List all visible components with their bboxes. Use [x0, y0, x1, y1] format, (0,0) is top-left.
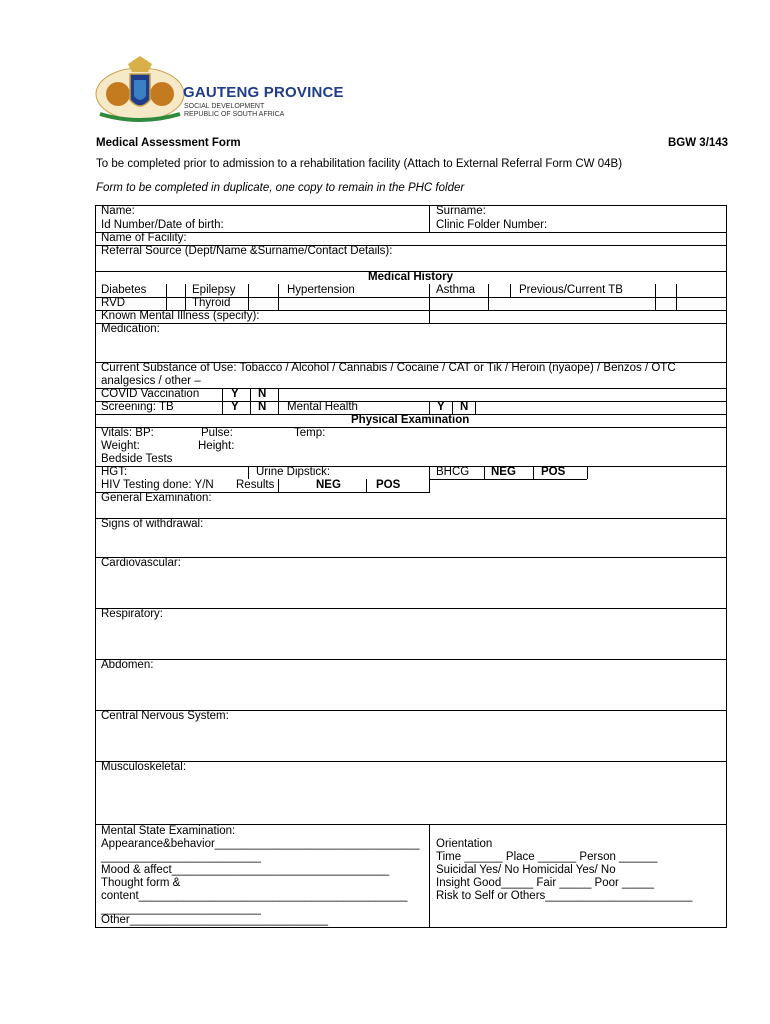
surname-label: Surname:: [436, 205, 486, 217]
hiv-neg[interactable]: NEG: [316, 479, 341, 491]
divider: [587, 466, 588, 479]
facility-label: Name of Facility:: [101, 232, 187, 244]
appearance-field-cont[interactable]: _________________________: [101, 851, 261, 863]
divider: [248, 466, 249, 479]
divider: [95, 401, 727, 402]
divider: [95, 297, 727, 298]
tb-no[interactable]: N: [258, 401, 267, 413]
duplicate-note: Form to be completed in duplicate, one copy to remain in the PHC folder: [96, 182, 465, 194]
clinic-folder-label: Clinic Folder Number:: [436, 219, 548, 231]
suicidal-homicidal-field[interactable]: Suicidal Yes/ No Homicidal Yes/ No: [436, 864, 616, 876]
divider: [95, 557, 727, 558]
epilepsy-label: Epilepsy: [192, 284, 236, 296]
name-label: Name:: [101, 205, 135, 217]
checkbox-cell[interactable]: [248, 284, 249, 310]
hgt-label: HGT:: [101, 466, 128, 478]
referral-label: Referral Source (Dept/Name &Surname/Contact Details):: [101, 245, 393, 257]
thought-form-label: Thought form &: [101, 877, 181, 889]
other-field[interactable]: Other_______________________________: [101, 914, 329, 926]
bedside-tests-label: Bedside Tests: [101, 453, 173, 465]
tb-label: Previous/Current TB: [519, 284, 623, 296]
divider: [533, 466, 534, 479]
mental-health-no[interactable]: N: [460, 401, 469, 413]
logo-title: GAUTENG PROVINCE: [183, 84, 344, 101]
logo-subtitle: REPUBLIC OF SOUTH AFRICA: [184, 111, 285, 118]
logo-subtitle: SOCIAL DEVELOPMENT: [184, 103, 265, 110]
rvd-label: RVD: [101, 297, 126, 309]
mental-health-yes[interactable]: Y: [437, 401, 445, 413]
checkbox-cell[interactable]: [488, 284, 489, 310]
divider: [95, 761, 727, 762]
respiratory-label: Respiratory:: [101, 608, 163, 620]
form-code: BGW 3/143: [668, 137, 729, 149]
substance-label: Current Substance of Use: Tobacco / Alcohol / Cannabis / Cocaine / CAT or Tik / Heroin (nyaope) / Benzos / OTC: [101, 362, 676, 374]
instruction-text: To be completed prior to admission to a rehabilitation facility (Attach to External Referral Form CW 04B): [96, 158, 623, 170]
divider: [475, 401, 476, 414]
content-field[interactable]: content__________________________________________: [101, 890, 408, 902]
height-label: Height:: [198, 440, 235, 452]
divider: [222, 388, 223, 414]
diabetes-label: Diabetes: [101, 284, 147, 296]
divider: [95, 659, 727, 660]
divider: [95, 323, 727, 324]
cns-label: Central Nervous System:: [101, 710, 229, 722]
content-field-cont[interactable]: _________________________: [101, 903, 261, 915]
orientation-label: Orientation: [436, 838, 493, 850]
screening-tb-label: Screening: TB: [101, 401, 174, 413]
results-label: Results: [236, 479, 275, 491]
substance-label-cont: analgesics / other –: [101, 375, 201, 387]
thyroid-label: Thyroid: [192, 297, 231, 309]
divider: [278, 388, 279, 414]
divider: [484, 466, 485, 479]
checkbox-cell[interactable]: [676, 284, 677, 310]
pulse-label: Pulse:: [201, 427, 233, 439]
checkbox-cell[interactable]: [166, 284, 167, 310]
checkbox-cell[interactable]: [429, 284, 430, 323]
hiv-testing-label: HIV Testing done: Y/N: [101, 479, 214, 491]
checkbox-cell[interactable]: [510, 284, 511, 297]
asthma-label: Asthma: [436, 284, 475, 296]
divider: [429, 824, 430, 928]
id-label: Id Number/Date of birth:: [101, 219, 224, 231]
divider: [366, 479, 367, 492]
vitals-bp-label: Vitals: BP:: [101, 427, 154, 439]
covid-label: COVID Vaccination: [101, 388, 200, 400]
tb-yes[interactable]: Y: [231, 401, 239, 413]
divider: [452, 401, 453, 414]
insight-field[interactable]: Insight Good_____ Fair _____ Poor _____: [436, 877, 655, 889]
medication-label: Medication:: [101, 323, 160, 335]
bhcg-label: BHCG: [436, 466, 470, 478]
mood-field[interactable]: Mood & affect__________________________________: [101, 864, 390, 876]
hypertension-label: Hypertension: [287, 284, 355, 296]
divider: [429, 205, 430, 232]
orientation-fields[interactable]: Time ______ Place ______ Person ______: [436, 851, 658, 863]
covid-no[interactable]: N: [258, 388, 267, 400]
divider: [95, 466, 727, 467]
cardiovascular-label: Cardiovascular:: [101, 557, 181, 569]
appearance-field[interactable]: Appearance&behavior________________________________: [101, 838, 420, 850]
checkbox-cell[interactable]: [185, 284, 186, 310]
checkbox-cell[interactable]: [655, 284, 656, 310]
general-exam-label: General Examination:: [101, 492, 212, 504]
divider: [278, 479, 279, 492]
mental-illness-label: Known Mental Illness (specify):: [101, 310, 260, 322]
divider: [429, 401, 430, 414]
withdrawal-label: Signs of withdrawal:: [101, 518, 204, 530]
risk-field[interactable]: Risk to Self or Others_______________________: [436, 890, 693, 902]
hiv-pos[interactable]: POS: [376, 479, 401, 491]
abdomen-label: Abdomen:: [101, 659, 154, 671]
mental-health-label: Mental Health: [287, 401, 358, 413]
divider: [429, 479, 587, 480]
divider: [95, 427, 727, 428]
checkbox-cell[interactable]: [278, 284, 279, 310]
bhcg-pos[interactable]: POS: [541, 466, 566, 478]
weight-label: Weight:: [101, 440, 140, 452]
divider: [95, 232, 727, 233]
covid-yes[interactable]: Y: [231, 388, 239, 400]
divider: [95, 608, 727, 609]
medical-history-heading: Medical History: [368, 271, 453, 283]
form-title: Medical Assessment Form: [96, 137, 241, 149]
divider: [250, 388, 251, 414]
physical-exam-heading: Physical Examination: [351, 414, 470, 426]
temp-label: Temp:: [294, 427, 326, 439]
bhcg-neg[interactable]: NEG: [491, 466, 516, 478]
mental-state-label: Mental State Examination:: [101, 825, 236, 837]
urine-dipstick-label: Urine Dipstick:: [256, 466, 331, 478]
musculoskeletal-label: Musculoskeletal:: [101, 761, 187, 773]
